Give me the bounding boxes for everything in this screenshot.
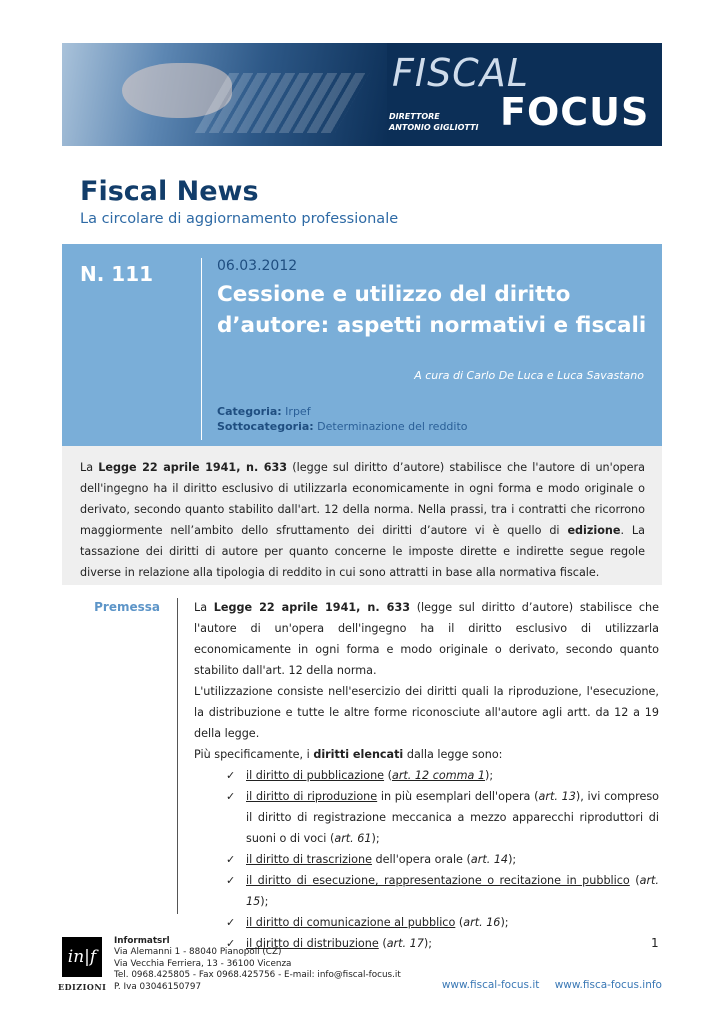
company-name: Informatsrl (114, 936, 170, 946)
category-value: Irpef (285, 405, 311, 418)
list-item: ✓ il diritto di comunicazione al pubblico (art. 16); (194, 912, 659, 933)
footer-links (430, 979, 662, 991)
checkmark-icon: ✓ (226, 853, 236, 866)
address-line: Via Vecchia Ferriera, 13 - 36100 Vicenza (114, 958, 292, 969)
director-label: DIRETTORE (389, 112, 440, 121)
issue-authors: A cura di Carlo De Luca e Luca Savastano (414, 369, 644, 382)
checkmark-icon: ✓ (226, 790, 236, 803)
section-label: Premessa (94, 600, 160, 614)
banner-photo (62, 43, 387, 146)
section-divider (177, 598, 178, 914)
list-item: ✓ il diritto di riproduzione in più esemplari dell'opera (art. 13), ivi compreso il diritto di registrazione meccanica a mezzo apparecchi riproduttori di suoni o di voci (art. 61); (194, 786, 659, 849)
abstract-text: La Legge 22 aprile 1941, n. 633 (legge sul diritto d’autore) stabilisce che l'autore di un'opera dell'ingegno ha il diritto esclusivo di utilizzarla economicamente in ogni forma e modo originale o derivato, secondo quanto stabilito dall'art. 12 della norma. Nella prassi, tra i contratti che ricorrono maggiormente nell’ambito dello sfruttamento dei diritti d’autore vi è quello di edizione. La tassazione dei diritti di autore per quanto concerne le imposte dirette e indirette segue regole diverse in relazione alla tipologia di reddito in cui sono attratti in base alla normativa fiscale. (80, 461, 645, 579)
paragraph: Più specificamente, i diritti elencati dalla legge sono: (194, 748, 503, 761)
abstract-law: Legge 22 aprile 1941, n. 633 (98, 461, 288, 474)
list-item: ✓ il diritto di distribuzione (art. 17); (194, 933, 659, 954)
list-item: ✓ il diritto di trascrizione dell'opera orale (art. 14); (194, 849, 659, 870)
director-credit (389, 111, 478, 133)
page-title: Fiscal News (80, 176, 259, 207)
director-name: ANTONIO GIGLIOTTI (389, 123, 479, 132)
vat-line: P. Iva 03046150797 (114, 981, 202, 992)
issue-headline: Cessione e utilizzo del diritto d’autore: aspetti normativi e fiscali (217, 282, 647, 338)
page-subtitle: La circolare di aggiornamento professionale (80, 211, 399, 227)
abstract-box (62, 446, 662, 585)
issue-date: 06.03.2012 (217, 258, 298, 274)
brand-focus: FOCUS (500, 90, 650, 134)
link-fisca-focus-info[interactable]: www.fisca-focus.info (554, 979, 662, 991)
checkmark-icon: ✓ (226, 916, 236, 929)
contact-line: Tel. 0968.425805 - Fax 0968.425756 - E-mail: info@fiscal-focus.it (114, 970, 401, 981)
publisher-info (114, 936, 401, 993)
rights-list (194, 765, 659, 954)
checkmark-icon: ✓ (226, 874, 236, 887)
brand-fiscal: FISCAL (392, 51, 529, 95)
subcategory-value: Determinazione del reddito (317, 420, 468, 433)
paragraph: La Legge 22 aprile 1941, n. 633 (legge sul diritto d’autore) stabilisce che l'autore di un'opera dell'ingegno ha il diritto esclusivo di utilizzarla economicamente in ogni forma e modo originale o derivato, secondo quanto stabilito dall'art. 12 della norma. (194, 601, 659, 677)
category-label: Categoria: (217, 405, 282, 418)
list-item: ✓ il diritto di pubblicazione (art. 12 comma 1); (194, 765, 659, 786)
publisher-logo: in|f (62, 937, 102, 977)
issue-number: N. 111 (80, 262, 154, 286)
link-fiscal-focus-it[interactable]: www.fiscal-focus.it (441, 979, 540, 991)
address-line: Via Alemanni 1 - 88040 Pianopoli (CZ) (114, 947, 282, 958)
list-item: ✓ il diritto di esecuzione, rappresentazione o recitazione in pubblico (art. 15); (194, 870, 659, 912)
abstract-edizione: edizione (567, 524, 621, 537)
page-number: 1 (651, 936, 659, 950)
header-banner (62, 43, 662, 146)
issue-divider (201, 258, 202, 440)
publisher-edizioni: EDIZIONI (58, 982, 107, 992)
checkmark-icon: ✓ (226, 937, 236, 950)
section-body (194, 597, 659, 954)
subcategory-label: Sottocategoria: (217, 420, 314, 433)
issue-categories (217, 404, 468, 434)
checkmark-icon: ✓ (226, 769, 236, 782)
paragraph: L'utilizzazione consiste nell'esercizio dei diritti quali la riproduzione, l'esecuzione, la distribuzione e tutte le altre forme riconosciute all'autore agli artt. da 12 a 19 della legge. (194, 685, 659, 740)
